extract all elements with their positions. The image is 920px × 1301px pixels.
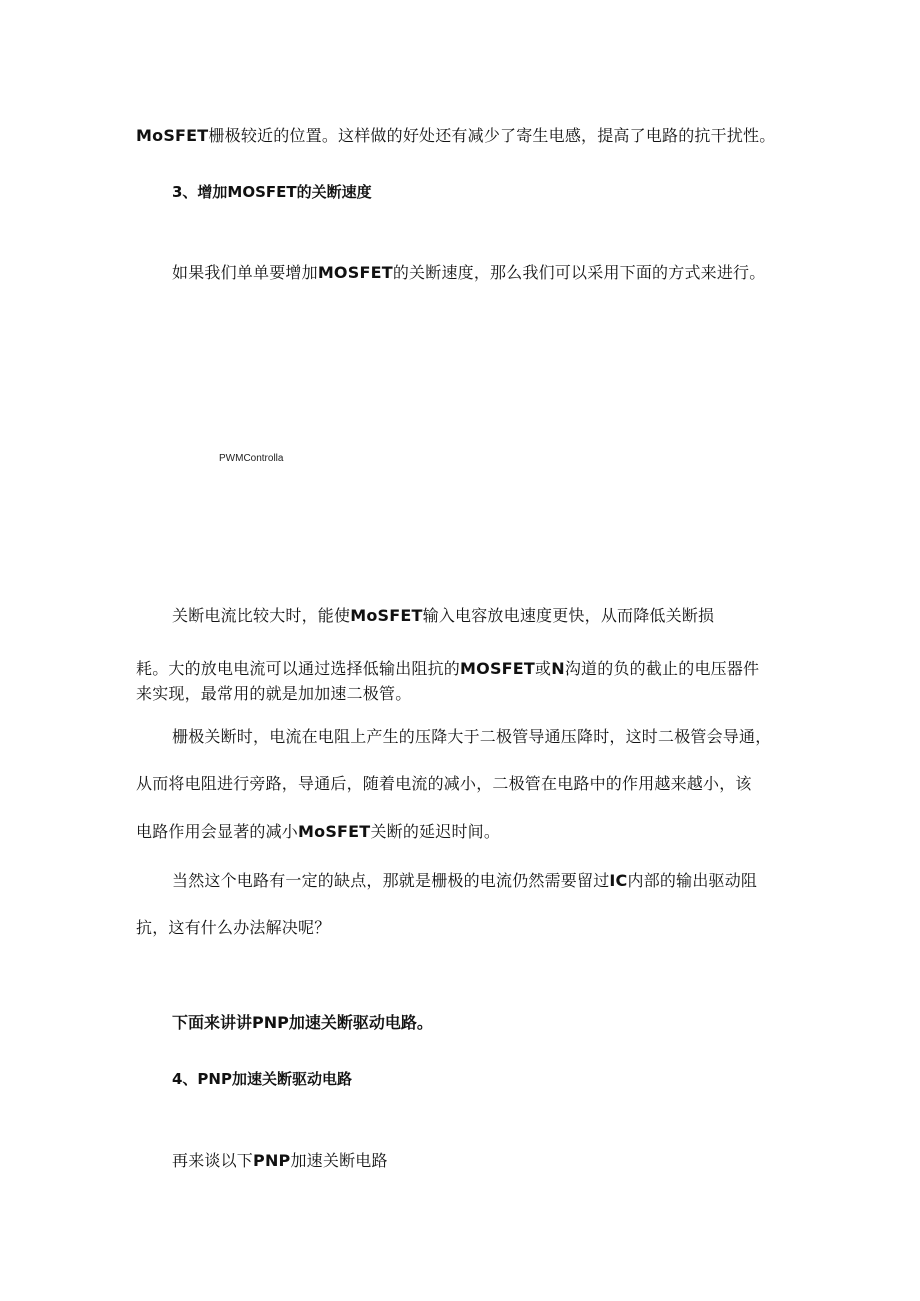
paragraph-line-2 [172, 263, 765, 283]
mosfet-term: MoSFET [298, 822, 371, 841]
paragraph-line-3 [172, 606, 714, 626]
paragraph-text: 耗。大的放电电流可以通过选择低输出阻抗的 [136, 659, 461, 678]
pnp-term: PNP [253, 1151, 291, 1170]
intro-heading: 下面来讲讲PNP加速关断驱动电路。 [172, 1013, 433, 1032]
n-term: N [551, 659, 565, 678]
paragraph-line-5: 来实现，最常用的就是加加速二极管。 [136, 684, 412, 703]
figure-label: PWMControlla [219, 453, 284, 464]
mosfet-term: MoSFET [350, 606, 423, 625]
paragraph-line-6: 栅极关断时，电流在电阻上产生的压降大于二极管导通压降时，这时二极管会导通， [172, 727, 772, 746]
ic-term: IC [609, 871, 628, 890]
paragraph-text: 的关断速度，那么我们可以采用下面的方式来进行。 [392, 263, 766, 282]
paragraph-text: 加速关断电路 [290, 1151, 388, 1170]
paragraph-line-12 [172, 1151, 388, 1171]
paragraph-text: 输入电容放电速度更快，从而降低关断损 [422, 606, 715, 625]
mosfet-term: MOSFET [460, 659, 536, 678]
paragraph-text: 或 [535, 659, 552, 678]
paragraph-text: 如果我们单单要增加 [172, 263, 318, 282]
paragraph-line-7: 从而将电阻进行旁路，导通后，随着电流的减小，二极管在电路中的作用越来越小，该 [136, 774, 752, 793]
paragraph-text: 关断电流比较大时，能使 [172, 606, 351, 625]
paragraph-line-4 [136, 659, 759, 679]
circuit-figure [136, 320, 786, 580]
paragraph-text: 再来谈以下 [172, 1151, 254, 1170]
paragraph-text: 关断的延迟时间。 [370, 822, 501, 841]
mosfet-term: MoSFET [136, 126, 209, 145]
paragraph-text: 电路作用会显著的减小 [136, 822, 299, 841]
paragraph-line-8 [136, 822, 500, 842]
paragraph-text: 沟道的负的截止的电压器件 [564, 659, 760, 678]
paragraph-line-1 [136, 126, 775, 146]
paragraph-text: 当然这个电路有一定的缺点，那就是栅极的电流仍然需要留过 [172, 871, 610, 890]
paragraph-line-9 [172, 871, 757, 891]
section-heading-3: 3、增加MOSFET的关断速度 [172, 183, 372, 201]
paragraph-line-10: 抗，这有什么办法解决呢？ [136, 918, 331, 937]
paragraph-text: 栅极较近的位置。这样做的好处还有减少了寄生电感，提高了电路的抗干扰性。 [208, 126, 776, 145]
paragraph-text: 内部的输出驱动阻 [627, 871, 758, 890]
section-heading-4: 4、PNP加速关断驱动电路 [172, 1070, 352, 1088]
mosfet-term: MOSFET [317, 263, 393, 282]
